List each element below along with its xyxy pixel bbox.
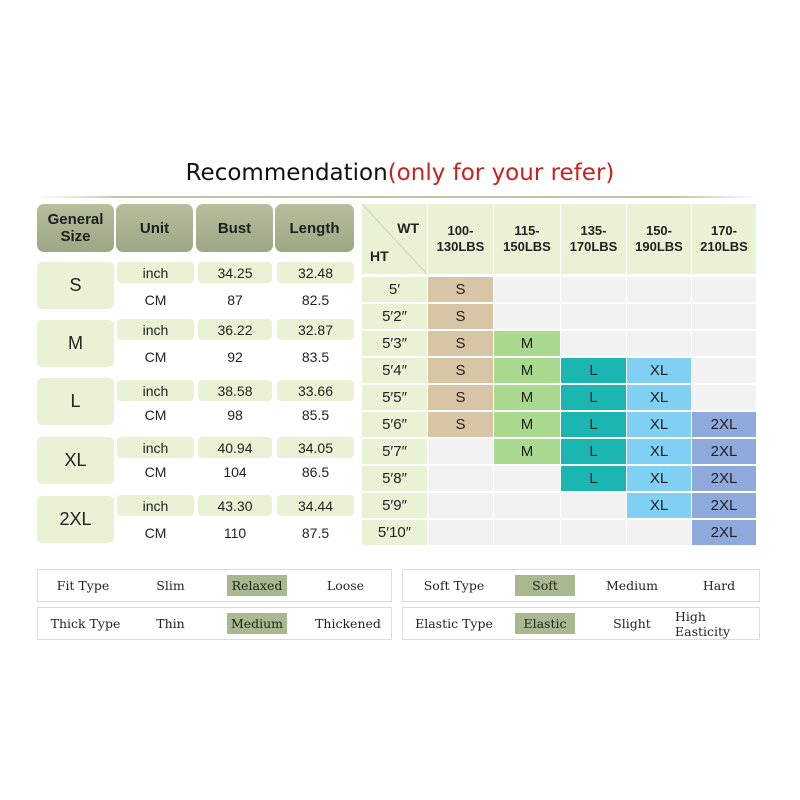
size-label-m: M xyxy=(37,320,114,367)
size-cell-xl: XL xyxy=(627,358,691,383)
empty-cell xyxy=(428,493,493,518)
unit-cell: CM xyxy=(117,346,194,367)
empty-cell xyxy=(428,439,493,464)
height-label: 5′3″ xyxy=(362,331,427,356)
elastic-option-slight[interactable]: Slight xyxy=(613,616,651,631)
fit-type-label: Fit Type xyxy=(56,578,110,593)
empty-cell xyxy=(627,277,691,302)
empty-cell xyxy=(692,385,756,410)
bust-cell: 40.94 xyxy=(198,437,272,458)
size-cell-m: M xyxy=(494,385,560,410)
size-cell-l: L xyxy=(561,385,626,410)
soft-option-soft[interactable]: Soft xyxy=(515,575,575,596)
empty-cell xyxy=(561,493,626,518)
size-cell-m: M xyxy=(494,331,560,356)
size-cell-s: S xyxy=(428,385,493,410)
length-cell: 33.66 xyxy=(277,380,354,401)
size-label-xl: XL xyxy=(37,437,114,484)
size-cell-m: M xyxy=(494,439,560,464)
size-cell-xl: XL xyxy=(627,412,691,437)
size-label-l: L xyxy=(37,378,114,425)
fit-option-loose[interactable]: Loose xyxy=(326,578,365,593)
height-label: 5′ xyxy=(362,277,427,302)
soft-option-hard[interactable]: Hard xyxy=(702,578,736,593)
empty-cell xyxy=(428,466,493,491)
empty-cell xyxy=(494,493,560,518)
length-cell: 32.87 xyxy=(277,319,354,340)
size-label-2xl: 2XL xyxy=(37,496,114,543)
size-cell-s: S xyxy=(428,358,493,383)
unit-cell: inch xyxy=(117,437,194,458)
empty-cell xyxy=(494,466,560,491)
corner-ht-label: HT xyxy=(370,248,389,264)
unit-cell: CM xyxy=(117,404,194,425)
length-cell: 83.5 xyxy=(277,346,354,367)
length-cell: 85.5 xyxy=(277,404,354,425)
length-cell: 87.5 xyxy=(277,522,354,543)
length-cell: 32.48 xyxy=(277,262,354,283)
length-cell: 34.05 xyxy=(277,437,354,458)
title-highlight: (only for your refer) xyxy=(387,160,615,186)
empty-cell xyxy=(561,520,626,545)
empty-cell xyxy=(428,520,493,545)
empty-cell xyxy=(494,520,560,545)
weight-header: 170- 210LBS xyxy=(692,204,756,274)
size-cell-2xl: 2XL xyxy=(692,493,756,518)
size-cell-s: S xyxy=(428,331,493,356)
unit-cell: inch xyxy=(117,262,194,283)
weight-header: 135- 170LBS xyxy=(561,204,626,274)
length-cell: 34.44 xyxy=(277,495,354,516)
empty-cell xyxy=(692,358,756,383)
size-cell-l: L xyxy=(561,439,626,464)
size-cell-2xl: 2XL xyxy=(692,466,756,491)
corner-wt-label: WT xyxy=(397,220,419,236)
header-length: Length xyxy=(275,204,354,252)
unit-cell: CM xyxy=(117,461,194,482)
size-cell-m: M xyxy=(494,412,560,437)
empty-cell xyxy=(494,304,560,329)
empty-cell xyxy=(627,304,691,329)
unit-cell: CM xyxy=(117,289,194,310)
height-label: 5′2″ xyxy=(362,304,427,329)
thick-type-row xyxy=(37,607,392,640)
bust-cell: 43.30 xyxy=(198,495,272,516)
grid-corner xyxy=(362,204,427,274)
soft-type-row xyxy=(402,569,760,602)
unit-cell: inch xyxy=(117,380,194,401)
fit-type-row xyxy=(37,569,392,602)
height-label: 5′4″ xyxy=(362,358,427,383)
size-cell-xl: XL xyxy=(627,466,691,491)
length-cell: 86.5 xyxy=(277,461,354,482)
header-unit: Unit xyxy=(116,204,193,252)
length-cell: 82.5 xyxy=(277,289,354,310)
recommendation-grid xyxy=(362,204,756,545)
height-label: 5′5″ xyxy=(362,385,427,410)
header-bust: Bust xyxy=(196,204,273,252)
elastic-option-high-elasticity[interactable]: High Easticity xyxy=(675,608,731,639)
page-title xyxy=(0,160,800,186)
size-cell-2xl: 2XL xyxy=(692,439,756,464)
elastic-type-label: Elastic Type xyxy=(415,616,493,631)
empty-cell xyxy=(627,331,691,356)
size-cell-m: M xyxy=(494,358,560,383)
size-cell-2xl: 2XL xyxy=(692,412,756,437)
empty-cell xyxy=(692,331,756,356)
unit-cell: inch xyxy=(117,495,194,516)
size-cell-l: L xyxy=(561,358,626,383)
bust-cell: 110 xyxy=(198,522,272,543)
empty-cell xyxy=(494,277,560,302)
weight-header: 150- 190LBS xyxy=(627,204,691,274)
title-main: Recommendation xyxy=(185,160,388,186)
thick-option-thickened[interactable]: Thickened xyxy=(315,616,381,631)
bust-cell: 38.58 xyxy=(198,380,272,401)
thick-type-label: Thick Type xyxy=(50,616,121,631)
bust-cell: 92 xyxy=(198,346,272,367)
soft-option-medium[interactable]: Medium xyxy=(605,578,659,593)
title-divider xyxy=(38,196,760,198)
bust-cell: 98 xyxy=(198,404,272,425)
empty-cell xyxy=(692,277,756,302)
corner-diagonal xyxy=(362,204,427,274)
height-label: 5′9″ xyxy=(362,493,427,518)
bust-cell: 87 xyxy=(198,289,272,310)
height-label: 5′6″ xyxy=(362,412,427,437)
thick-option-thin[interactable]: Thin xyxy=(156,616,185,631)
size-label-s: S xyxy=(37,262,114,309)
size-cell-xl: XL xyxy=(627,385,691,410)
soft-type-label: Soft Type xyxy=(423,578,485,593)
fit-option-relaxed[interactable]: Relaxed xyxy=(227,575,287,596)
header-general-size: General Size xyxy=(37,204,114,252)
empty-cell xyxy=(561,277,626,302)
empty-cell xyxy=(692,304,756,329)
unit-cell: CM xyxy=(117,522,194,543)
height-label: 5′7″ xyxy=(362,439,427,464)
size-cell-xl: XL xyxy=(627,493,691,518)
size-cell-l: L xyxy=(561,466,626,491)
empty-cell xyxy=(561,331,626,356)
height-label: 5′10″ xyxy=(362,520,427,545)
elastic-option-elastic[interactable]: Elastic xyxy=(515,613,575,634)
unit-cell: inch xyxy=(117,319,194,340)
size-cell-2xl: 2XL xyxy=(692,520,756,545)
empty-cell xyxy=(561,304,626,329)
fit-option-slim[interactable]: Slim xyxy=(156,578,185,593)
elastic-type-row xyxy=(402,607,760,640)
size-cell-s: S xyxy=(428,304,493,329)
weight-header: 115- 150LBS xyxy=(494,204,560,274)
weight-header: 100- 130LBS xyxy=(428,204,493,274)
bust-cell: 104 xyxy=(198,461,272,482)
size-cell-l: L xyxy=(561,412,626,437)
height-label: 5′8″ xyxy=(362,466,427,491)
bust-cell: 36.22 xyxy=(198,319,272,340)
size-cell-xl: XL xyxy=(627,439,691,464)
thick-option-medium[interactable]: Medium xyxy=(227,613,287,634)
size-cell-s: S xyxy=(428,412,493,437)
size-cell-s: S xyxy=(428,277,493,302)
empty-cell xyxy=(627,520,691,545)
bust-cell: 34.25 xyxy=(198,262,272,283)
